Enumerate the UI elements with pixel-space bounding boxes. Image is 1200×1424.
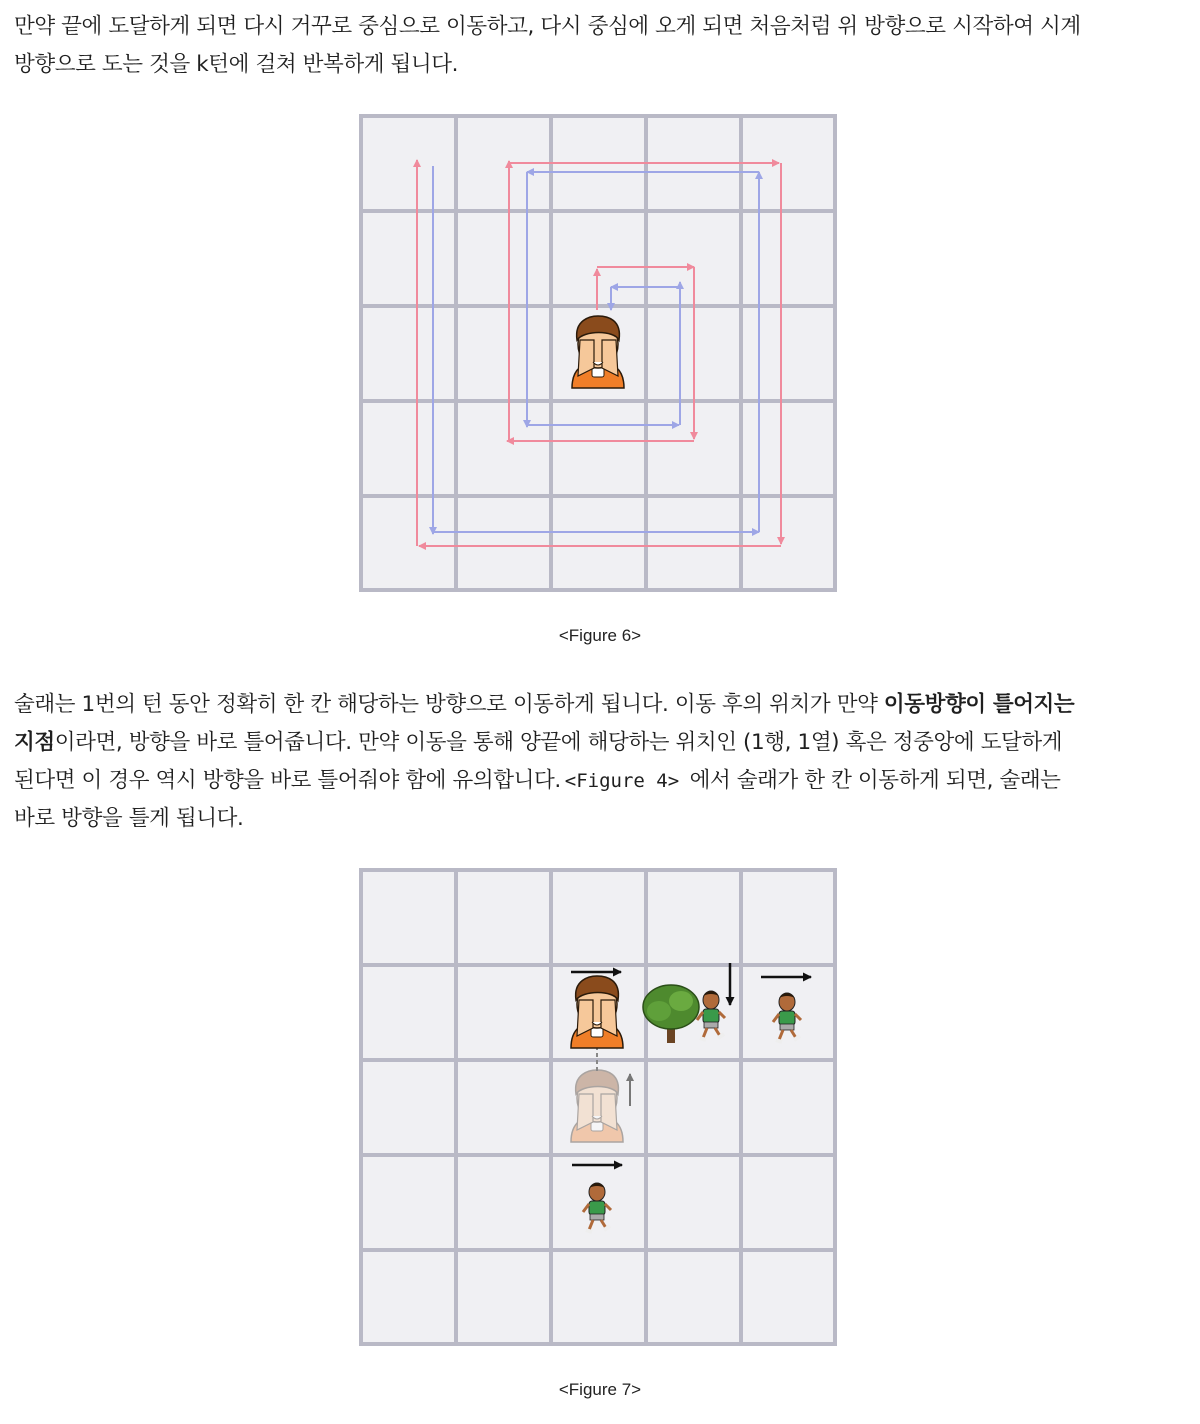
- figure-reference-code: <Figure 4>: [564, 770, 680, 792]
- paragraph-text: 이라면, 방향을 바로 틀어줍니다. 만약 이동을 통해 양끝에 해당하는 위치인 (1행, 1열) 혹은 정중앙에 도달하게: [54, 730, 1063, 755]
- paragraph-text: 에서 술래가 한 칸 이동하게 되면, 술래는: [683, 768, 1061, 793]
- figure-7-caption: <Figure 7>: [558, 1380, 642, 1399]
- seeker-character-icon: [571, 976, 623, 1048]
- figure-6-caption: <Figure 6>: [558, 626, 642, 645]
- figure-7-seeker-turn: [359, 868, 837, 1346]
- paragraph-bold-text: 지점: [14, 730, 55, 755]
- figure-6-spiral-path: [359, 114, 837, 592]
- paragraph-seeker-movement: [14, 686, 1186, 838]
- paragraph-line: 방향으로 도는 것을 k턴에 걸쳐 반복하게 됩니다.: [14, 52, 459, 77]
- paragraph-text: 술래는 1번의 턴 동안 정확히 한 칸 해당하는 방향으로 이동하게 됩니다. 이동 후의 위치가 만약: [14, 692, 884, 717]
- paragraph-text: 바로 방향을 틀게 됩니다.: [14, 806, 244, 831]
- paragraph-text: 된다면 이 경우 역시 방향을 바로 틀어줘야 함에 유의합니다.: [14, 768, 561, 793]
- paragraph-bold-text: 이동방향이 틀어지는: [883, 692, 1075, 717]
- seeker-previous-position-icon: [571, 1070, 623, 1142]
- seeker-character-icon: [572, 316, 624, 388]
- paragraph-spiral-intro: [14, 8, 1186, 84]
- paragraph-line: 만약 끝에 도달하게 되면 다시 거꾸로 중심으로 이동하고, 다시 중심에 오게 되면 처음처럼 위 방향으로 시작하여 시계: [14, 14, 1081, 39]
